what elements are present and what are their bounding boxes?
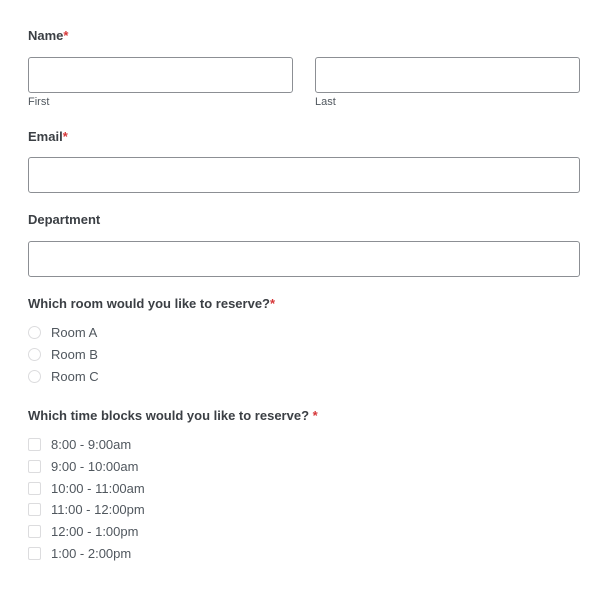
time-option-10-11am[interactable] [28,478,145,498]
email-required-marker: * [62,129,68,144]
time-option-9-10am[interactable] [28,456,138,476]
room-required-marker: * [270,296,276,311]
last-name-input[interactable] [315,57,580,93]
room-question-text: Which room would you like to reserve? [28,296,270,311]
email-label-text: Email [28,129,63,144]
room-option-a[interactable] [28,322,97,342]
time-option-label: 12:00 - 1:00pm [51,523,139,539]
radio-button[interactable] [28,326,41,339]
checkbox[interactable] [28,503,41,516]
room-option-label: Room A [51,324,98,340]
time-option-8-9am[interactable] [28,434,131,454]
time-required-marker: * [312,408,318,423]
checkbox[interactable] [28,547,41,560]
room-question-label [28,296,275,311]
room-option-b[interactable] [28,344,98,364]
time-option-label: 8:00 - 9:00am [51,436,132,452]
time-option-1-2pm[interactable] [28,543,131,563]
first-name-input[interactable] [28,57,293,93]
last-name-sublabel: Last [315,96,336,108]
name-required-marker: * [63,28,69,43]
time-option-label: 11:00 - 12:00pm [51,501,145,517]
email-input[interactable] [28,157,580,193]
time-option-11-12pm[interactable] [28,499,145,519]
time-option-12-1pm[interactable] [28,521,138,541]
department-label: Department [28,212,101,227]
checkbox[interactable] [28,482,41,495]
first-name-sublabel: First [28,96,50,108]
checkbox[interactable] [28,438,41,451]
department-input[interactable] [28,241,580,277]
time-option-label: 10:00 - 11:00am [51,480,145,496]
time-question-text: Which time blocks would you like to reserve? [28,408,313,423]
room-option-c[interactable] [28,366,99,386]
name-label-text: Name [28,28,64,43]
name-label [28,28,68,43]
time-option-label: 1:00 - 2:00pm [51,545,132,561]
checkbox[interactable] [28,460,41,473]
room-option-label: Room C [51,368,99,384]
time-option-label: 9:00 - 10:00am [51,458,139,474]
room-option-label: Room B [51,346,98,362]
time-question-label [28,408,318,423]
radio-button[interactable] [28,348,41,361]
checkbox[interactable] [28,525,41,538]
radio-button[interactable] [28,370,41,383]
email-label [28,129,68,144]
